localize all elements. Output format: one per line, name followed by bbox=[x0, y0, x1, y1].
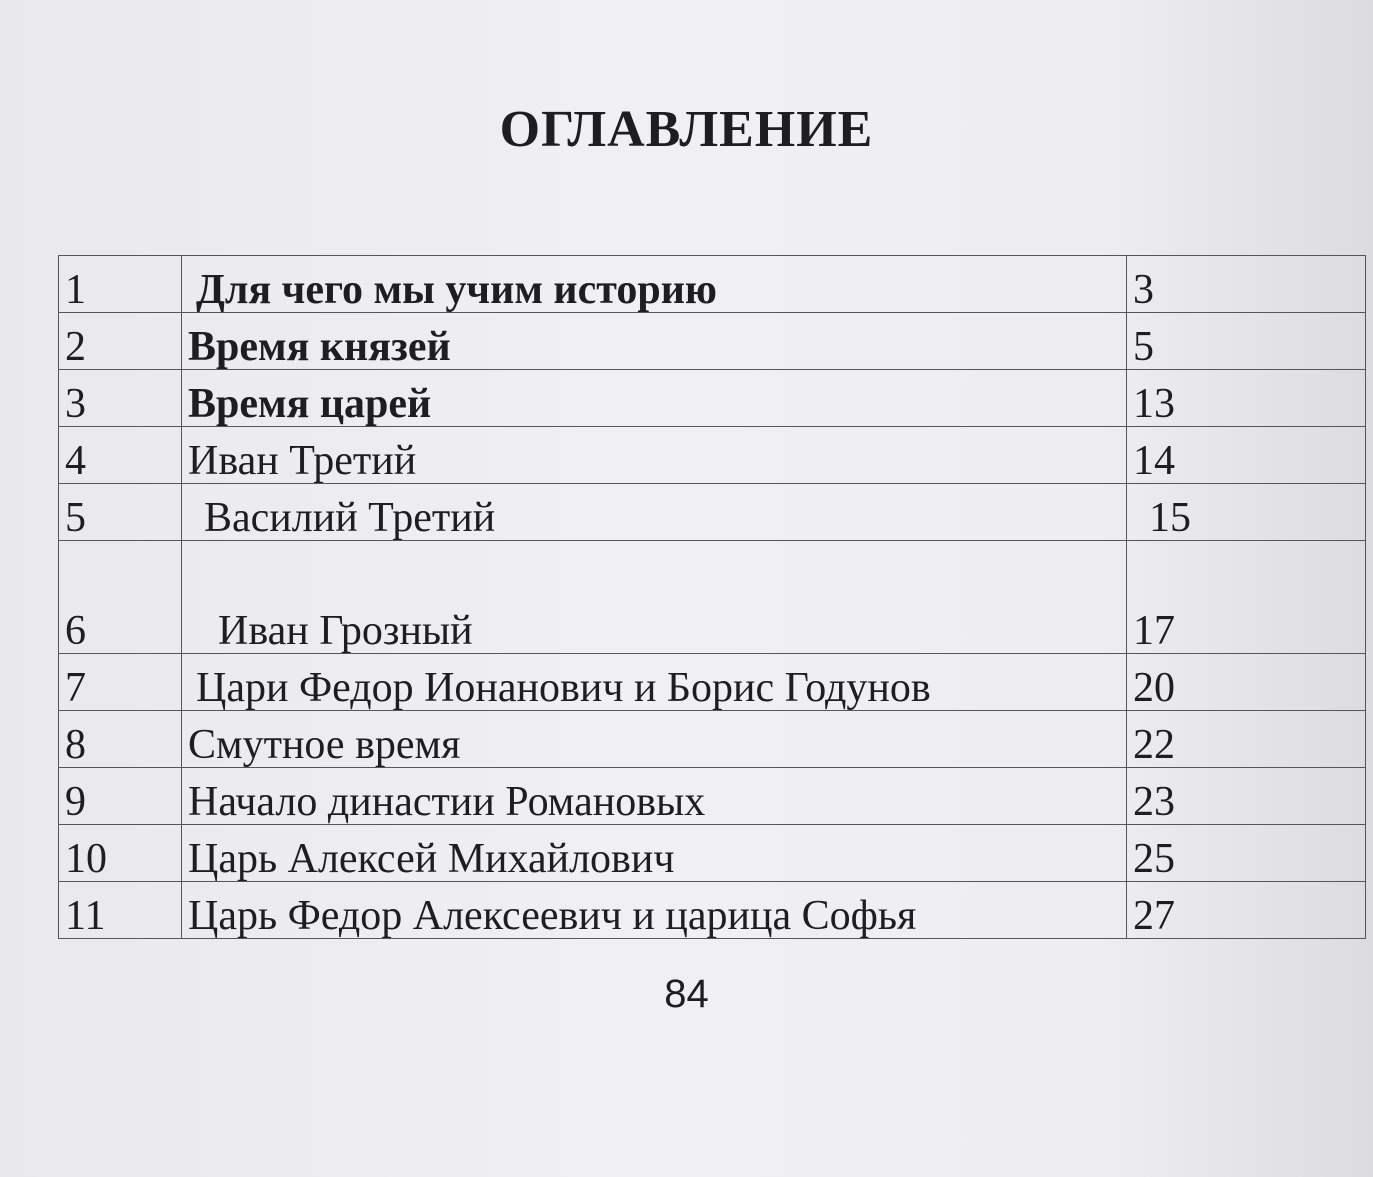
toc-row bbox=[59, 427, 1366, 484]
toc-row-page: 3 bbox=[1127, 256, 1366, 313]
toc-row-number: 5 bbox=[59, 484, 182, 541]
toc-row-title: Для чего мы учим историю bbox=[182, 256, 1127, 313]
toc-row-number: 1 bbox=[59, 256, 182, 313]
toc-row-page: 27 bbox=[1127, 882, 1366, 939]
toc-row-title: Смутное время bbox=[182, 711, 1127, 768]
toc-row-title: Цари Федор Ионанович и Борис Годунов bbox=[182, 654, 1127, 711]
toc-row bbox=[59, 541, 1366, 654]
toc-row-title: Начало династии Романовых bbox=[182, 768, 1127, 825]
toc-row-page: 14 bbox=[1127, 427, 1366, 484]
toc-row bbox=[59, 882, 1366, 939]
toc-row bbox=[59, 370, 1366, 427]
page-number: 84 bbox=[664, 972, 709, 1016]
toc-table bbox=[58, 255, 1366, 939]
toc-row bbox=[59, 484, 1366, 541]
toc-row-title: Иван Третий bbox=[182, 427, 1127, 484]
toc-row-title: Иван Грозный bbox=[182, 541, 1127, 654]
toc-row-number: 4 bbox=[59, 427, 182, 484]
toc-row-number: 3 bbox=[59, 370, 182, 427]
toc-row-page: 13 bbox=[1127, 370, 1366, 427]
toc-row-number: 11 bbox=[59, 882, 182, 939]
toc-row-number: 6 bbox=[59, 541, 182, 654]
page-title: ОГЛАВЛЕНИЕ bbox=[499, 101, 874, 158]
toc-row-page: 22 bbox=[1127, 711, 1366, 768]
toc-row bbox=[59, 654, 1366, 711]
toc-row-title: Царь Алексей Михайлович bbox=[182, 825, 1127, 882]
toc-row-page: 5 bbox=[1127, 313, 1366, 370]
toc-row-number: 9 bbox=[59, 768, 182, 825]
toc-row-title: Время царей bbox=[182, 370, 1127, 427]
toc-row-page: 15 bbox=[1127, 484, 1366, 541]
toc-row bbox=[59, 256, 1366, 313]
toc-row-number: 7 bbox=[59, 654, 182, 711]
toc-row-title: Царь Федор Алексеевич и царица Софья bbox=[182, 882, 1127, 939]
toc-row bbox=[59, 313, 1366, 370]
toc-row-number: 2 bbox=[59, 313, 182, 370]
toc-row bbox=[59, 711, 1366, 768]
toc-row-number: 10 bbox=[59, 825, 182, 882]
toc-row-number: 8 bbox=[59, 711, 182, 768]
toc-row-title: Время князей bbox=[182, 313, 1127, 370]
toc-row bbox=[59, 768, 1366, 825]
toc-row-page: 17 bbox=[1127, 541, 1366, 654]
toc-row-title: Василий Третий bbox=[182, 484, 1127, 541]
toc-row-page: 25 bbox=[1127, 825, 1366, 882]
toc-row bbox=[59, 825, 1366, 882]
toc-row-page: 23 bbox=[1127, 768, 1366, 825]
toc-row-page: 20 bbox=[1127, 654, 1366, 711]
